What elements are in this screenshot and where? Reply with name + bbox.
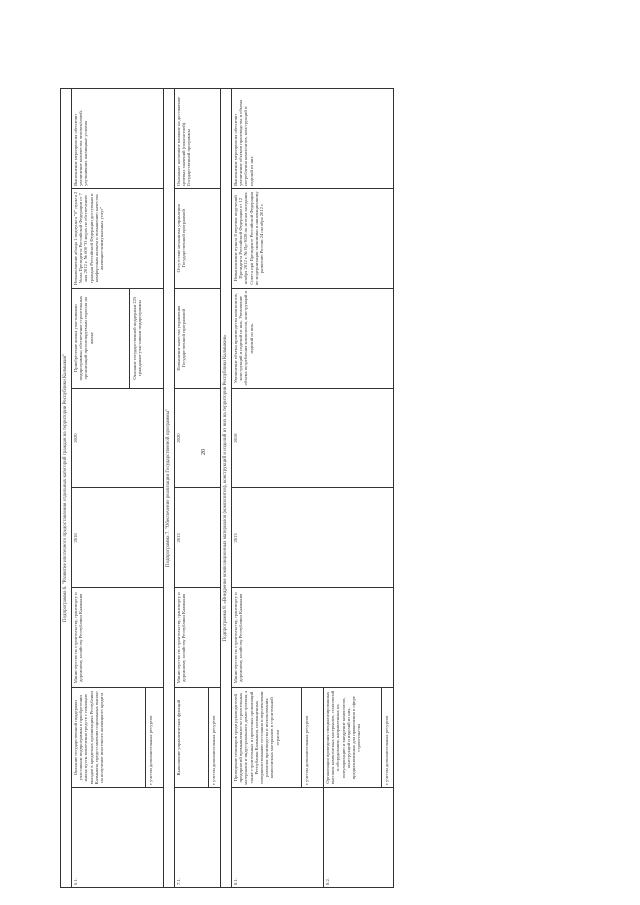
measure-name-cell <box>72 688 164 788</box>
table-row <box>72 89 164 888</box>
measure-name-cell <box>175 688 221 788</box>
subprogram-heading: Подпрограмма 8. «Внедрение композиционных материалов (композитов), конструкций и изделий из них на территории Республики Калмыкия» <box>221 89 232 888</box>
page-number: 20 <box>201 449 207 455</box>
end-year: 2020 <box>72 388 164 488</box>
subprogram-heading: Подпрограмма 7. "Обеспечение реализации Государственной программы" <box>164 89 175 888</box>
measure-resources: с учетом дополнительных ресурсов <box>145 688 153 787</box>
indicator-link: Оказывает косвенное влияние на достижение целевых значений (показателей) Государственной программы <box>175 89 221 189</box>
expected-result-extra: Оказание государственной поддержки 225 гражданам-участникам подпрограммы <box>129 289 142 388</box>
start-year: 2013 <box>175 488 221 588</box>
measure-name-cell <box>324 688 394 788</box>
subprogram-heading: Подпрограмма 6. "Развитие ипотечного предоставления отдельных категорий граждан на территории Республики Калмыкия" <box>61 89 72 888</box>
consequence: Отсутствие механизма управления Государственной программой <box>175 188 221 288</box>
indicator-link: Выполнение мероприятия обеспечит увеличение объемов производства и объема потребления композитов, конструкций и изделий из них <box>232 89 394 189</box>
subprogram-heading-row <box>221 89 232 888</box>
expected-result: Увеличение объема производства композитов, конструкций и изделий из них. Увеличение объема потребления композитов, конструкций и изделий из них. <box>232 288 394 388</box>
expected-result: Повышение качества управления Государственной программой <box>175 288 221 388</box>
rotated-table-sheet <box>60 88 450 888</box>
row-number: 8.2. <box>324 788 394 888</box>
measures-table <box>60 88 394 888</box>
start-year: 2018 <box>72 488 164 588</box>
end-year: 2020 <box>175 388 221 488</box>
table-row <box>232 89 324 888</box>
row-number: 7.1. <box>175 788 221 888</box>
measure-name: Выполнение управленческих функций <box>176 699 181 776</box>
executor: Министерство по строительству, транспорту и дорожному хозяйству Республики Калмыкия <box>72 588 164 688</box>
measure-name: Организация проведения специализированных выставок композитных материалов, технологий и оборудования, направленных на популяризацию и внедрение композитов, конструкций и изделий из них, предназначенных для применения в сфере строительства <box>325 690 362 785</box>
consequence: Невыполнение пункта 8 перечня поручений Президента Российской Федерации от 12 ноября 2012 г. № Пр-3028 по итогам заседания Совета при Президенте Российской Федерации по модернизации экономики и инновационному развитию России 24 октября 2012 г. <box>232 188 394 288</box>
row-number: 6.1. <box>72 788 164 888</box>
executor: Министерство по строительству, транспорту и дорожному хозяйству Республики Калмыкия <box>232 588 394 688</box>
subprogram-heading-row <box>61 89 72 888</box>
expected-result-cell <box>72 288 164 388</box>
measure-name: Оказание государственной поддержки участникам подпрограммы в приобретении жилья путем вовлечения средств с помощью вкладов в кредитных организациях Республики Калмыкия, предоставления социальных выплат на получение ипотечного жилищного кредита <box>73 691 105 785</box>
table-row <box>175 89 221 888</box>
subprogram-heading-row <box>164 89 175 888</box>
start-year: 2013 <box>232 488 394 588</box>
expected-result: Приобретение жилья участниками подпрограммы; обеспечение строительных организаций прогнозируемым спросом на жилье <box>73 295 94 381</box>
measure-resources: с учетом дополнительных ресурсов <box>381 688 389 787</box>
measure-resources: с учетом дополнительных ресурсов <box>208 688 216 787</box>
indicator-link: Выполнение мероприятия обеспечит увеличение количества человек/семей, улучшивших жилищные условия <box>72 89 164 189</box>
executor: Министерство по строительству, транспорту и дорожному хозяйству Республики Калмыкия <box>175 588 221 688</box>
measure-name: Проведение семинаров среди руководителей предприятий промышленности строительных материалов и индустриального домостроения, а также строительных и проектных организаций Республики Калмыкия, посвященных совершенствованию состояния и перспективам развития производства и использования композитных материалов в строительной отрасли <box>233 690 280 785</box>
end-year: 2018 <box>232 388 394 488</box>
row-number: 8.1. <box>232 788 324 888</box>
consequence: Невыполнение абзаца 1 подпункта "б" пункта 2 Указа Президента Российской Федерации от 7 мая 2012 г. № 600 "О мерах по обеспечению граждан Российской Федерации доступным и комфортным жильем и повышению качества жилищно-коммунальных услуг" <box>72 188 164 288</box>
measure-name-cell <box>232 688 324 788</box>
measure-resources: с учетом дополнительных ресурсов <box>301 688 309 787</box>
